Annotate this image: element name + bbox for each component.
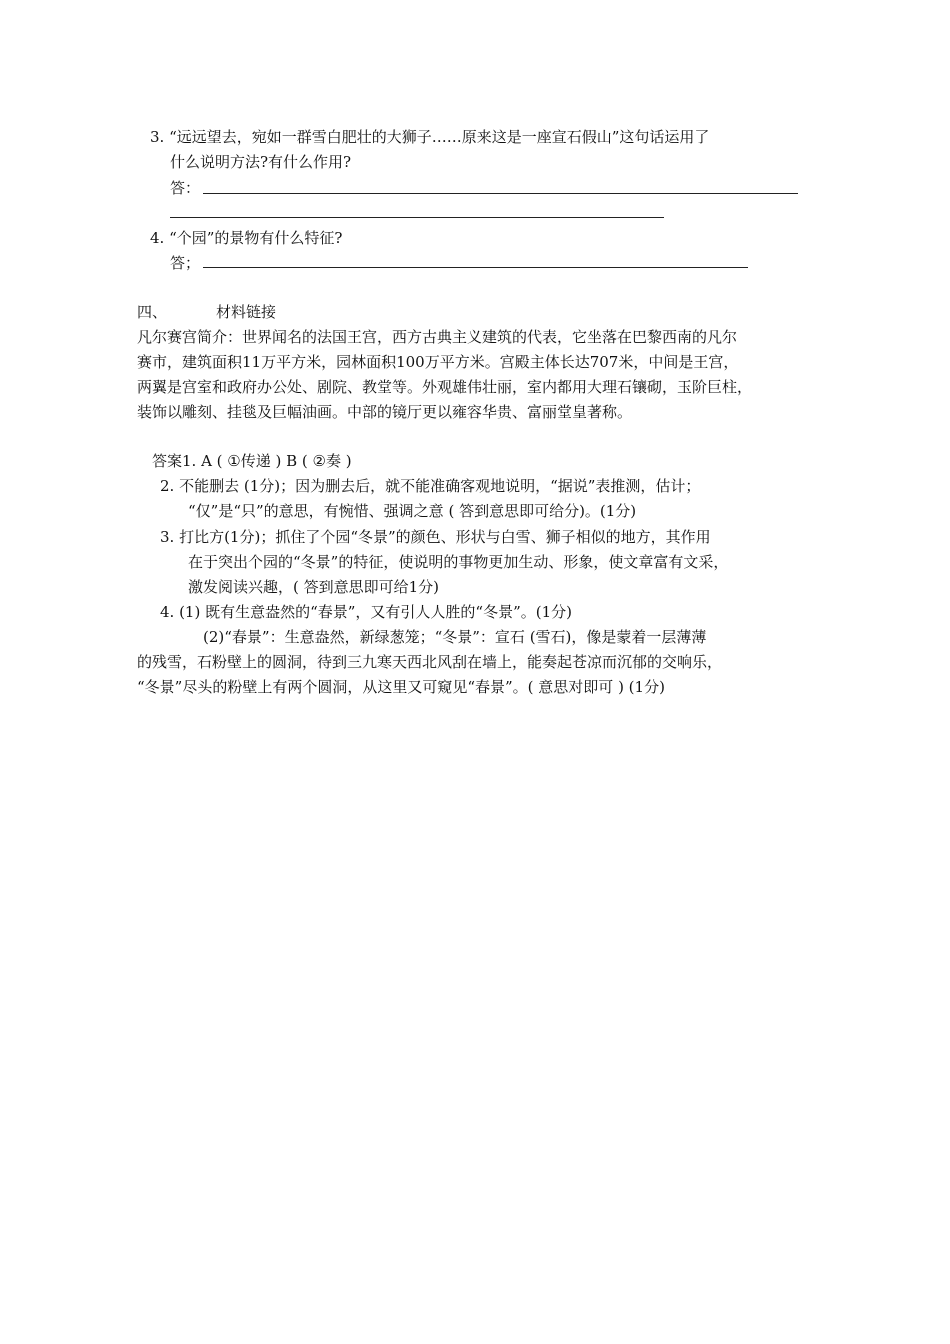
answer-3-line-2: 在于突出个园的“冬景”的特征，使说明的事物更加生动、形象，使文章富有文采， [188, 553, 729, 571]
material-line-3: 两翼是宫室和政府办公处、剧院、教堂等。外观雄伟壮丽，室内都用大理石镶砌，玉阶巨柱， [137, 378, 753, 396]
answer-4-line-4: “冬景”尽头的粉壁上有两个圆洞，从这里又可窥见“春景”。( 意思对即可 ) (1分) [137, 678, 665, 696]
question-4-answer-line [203, 267, 748, 268]
answer-2-line-1: 2. 不能删去 (1分)；因为删去后，就不能准确客观地说明，“据说”表推测，估计； [160, 477, 701, 495]
answer-3-line-1: 3. 打比方(1分)；抓住了个园“冬景”的颜色、形状与白雪、狮子相似的地方，其作用 [160, 528, 711, 546]
material-line-1: 凡尔赛宫简介：世界闻名的法国王宫，西方古典主义建筑的代表，它坐落在巴黎西南的凡尔 [137, 328, 738, 346]
answer-2-line-2: “仅”是“只”的意思，有惋惜、强调之意 ( 答到意思即可给分)。(1分) [188, 502, 637, 520]
material-line-4: 装饰以雕刻、挂毯及巨幅油画。中部的镜厅更以雍容华贵、富丽堂皇著称。 [137, 403, 633, 421]
answer-1: 答案1. A ( ①传递 ) B ( ②奏 ) [152, 452, 352, 470]
question-3-answer-label: 答： [170, 179, 201, 197]
answer-4-line-2: (2)“春景”：生意盎然，新绿葱笼；“冬景”：宣石 (雪石)，像是蒙着一层薄薄 [203, 628, 707, 646]
section-title: 材料链接 [216, 303, 277, 321]
question-3-line-1: 3. “远远望去，宛如一群雪白肥壮的大狮子……原来这是一座宣石假山”这句话运用了 [150, 128, 710, 146]
answer-3-line-3: 激发阅读兴趣，( 答到意思即可给1分) [188, 578, 440, 596]
material-line-2: 赛市，建筑面积11万平方米，园林面积100万平方米。宫殿主体长达707米，中间是王宫， [137, 353, 739, 371]
answer-4-line-1: 4. (1) 既有生意盎然的“春景”，又有引人人胜的“冬景”。(1分) [160, 603, 573, 621]
answer-4-line-3: 的残雪，石粉壁上的圆洞，待到三九寒天西北风刮在墙上，能奏起苍凉而沉郁的交响乐， [137, 653, 723, 671]
question-4-line-1: 4. “个园”的景物有什么特征? [150, 229, 343, 247]
question-3-answer-line-1 [203, 193, 798, 194]
section-number: 四、 [137, 303, 168, 321]
question-4-answer-label: 答； [170, 254, 201, 272]
question-3-line-2: 什么说明方法?有什么作用? [170, 153, 352, 171]
question-3-answer-line-2 [170, 217, 664, 218]
